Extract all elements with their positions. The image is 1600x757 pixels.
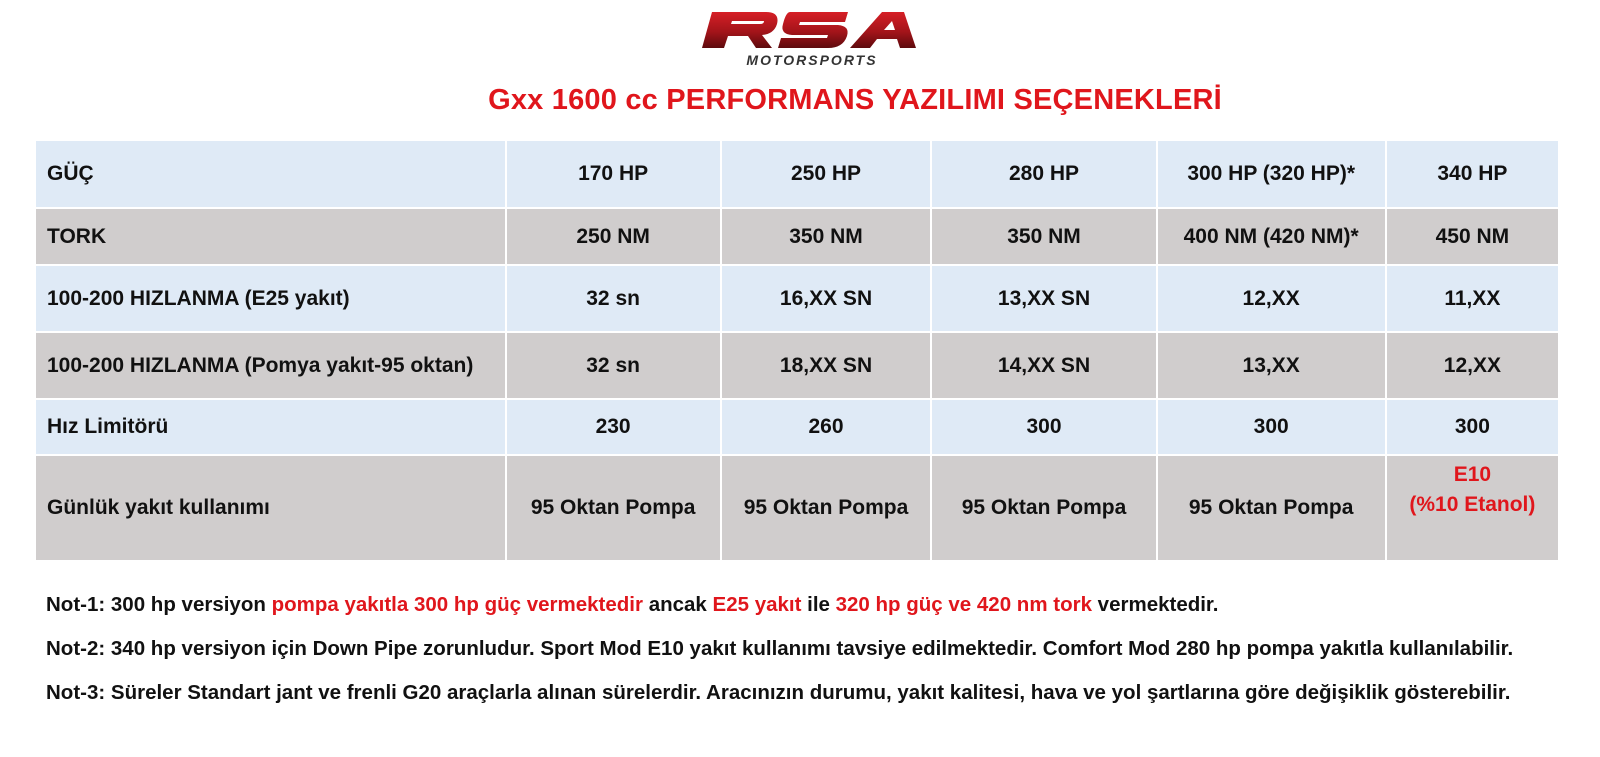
table-cell-e10 [1386,455,1559,561]
note-3: Not-3: Süreler Standart jant ve frenli G20 araçlarla alınan sürelerdir. Aracınızın durumu, yakıt kalitesi, hava ve yol şartlarına göre değişiklik gösterebilir. [46,681,1511,704]
table-cell: 450 NM [1386,208,1559,265]
note-1-highlight: pompa yakıtla 300 hp güç vermektedir [271,593,643,616]
rsa-motorsports-logo [700,4,920,70]
table-cell: 400 NM (420 NM)* [1157,208,1386,265]
logo-subtitle: MOTORSPORTS [746,52,878,68]
table-cell: 32 sn [506,332,721,399]
row-label: TORK [35,208,506,265]
note-1-highlight: E25 yakıt [712,593,802,616]
fuel-e10-ethanol-label: (%10 Etanol) [1409,493,1536,516]
table-cell: 250 HP [721,140,932,208]
table-cell: 250 NM [506,208,721,265]
row-label: Günlük yakıt kullanımı [35,455,506,561]
row-label: Hız Limitörü [35,399,506,455]
row-label: 100-200 HIZLANMA (Pomya yakıt-95 oktan) [35,332,506,399]
table-cell: 95 Oktan Pompa [721,455,932,561]
note-1-text: ancak [643,593,713,616]
page-title: Gxx 1600 cc PERFORMANS YAZILIMI SEÇENEKLERİ [488,84,1222,116]
table-cell: 18,XX SN [721,332,932,399]
table-cell: 260 [721,399,932,455]
table-cell: 95 Oktan Pompa [931,455,1156,561]
table-cell: 13,XX SN [931,265,1156,332]
table-cell: 230 [506,399,721,455]
row-label: 100-200 HIZLANMA (E25 yakıt) [35,265,506,332]
table-cell: 300 [1157,399,1386,455]
table-cell: 350 NM [721,208,932,265]
table-cell: 300 [931,399,1156,455]
table-cell: 16,XX SN [721,265,932,332]
note-1-text: Not-1: 300 hp versiyon [46,593,272,616]
table-cell: 340 HP [1386,140,1559,208]
table-cell: 13,XX [1157,332,1386,399]
performance-table [34,139,1560,562]
table-cell: 12,XX [1157,265,1386,332]
table-cell: 95 Oktan Pompa [1157,455,1386,561]
table-cell: 32 sn [506,265,721,332]
table-row-acceleration-pump [35,332,1559,399]
note-1-text: ile [801,593,836,616]
note-1-text: vermektedir. [1091,593,1219,616]
fuel-e10-label: E10 [1453,463,1492,486]
table-cell: 350 NM [931,208,1156,265]
table-cell: 300 HP (320 HP)* [1157,140,1386,208]
table-cell: 300 [1386,399,1559,455]
table-cell: 14,XX SN [931,332,1156,399]
table-cell: 95 Oktan Pompa [506,455,721,561]
table-row-daily-fuel [35,455,1559,561]
row-label: GÜÇ [35,140,506,208]
note-2: Not-2: 340 hp versiyon için Down Pipe zorunludur. Sport Mod E10 yakıt kullanımı tavsiye edilmektedir. Comfort Mod 280 hp pompa yakıtla kullanılabilir. [46,637,1514,660]
table-cell: 12,XX [1386,332,1559,399]
table-cell: 280 HP [931,140,1156,208]
table-row-torque [35,208,1559,265]
note-1 [46,590,1596,634]
table-row-speed-limiter [35,399,1559,455]
table-cell: 170 HP [506,140,721,208]
notes-section [46,590,1596,722]
table-cell: 11,XX [1386,265,1559,332]
note-1-highlight: 320 hp güç ve 420 nm tork [835,593,1092,616]
table-row-acceleration-e25 [35,265,1559,332]
table-row-power [35,140,1559,208]
